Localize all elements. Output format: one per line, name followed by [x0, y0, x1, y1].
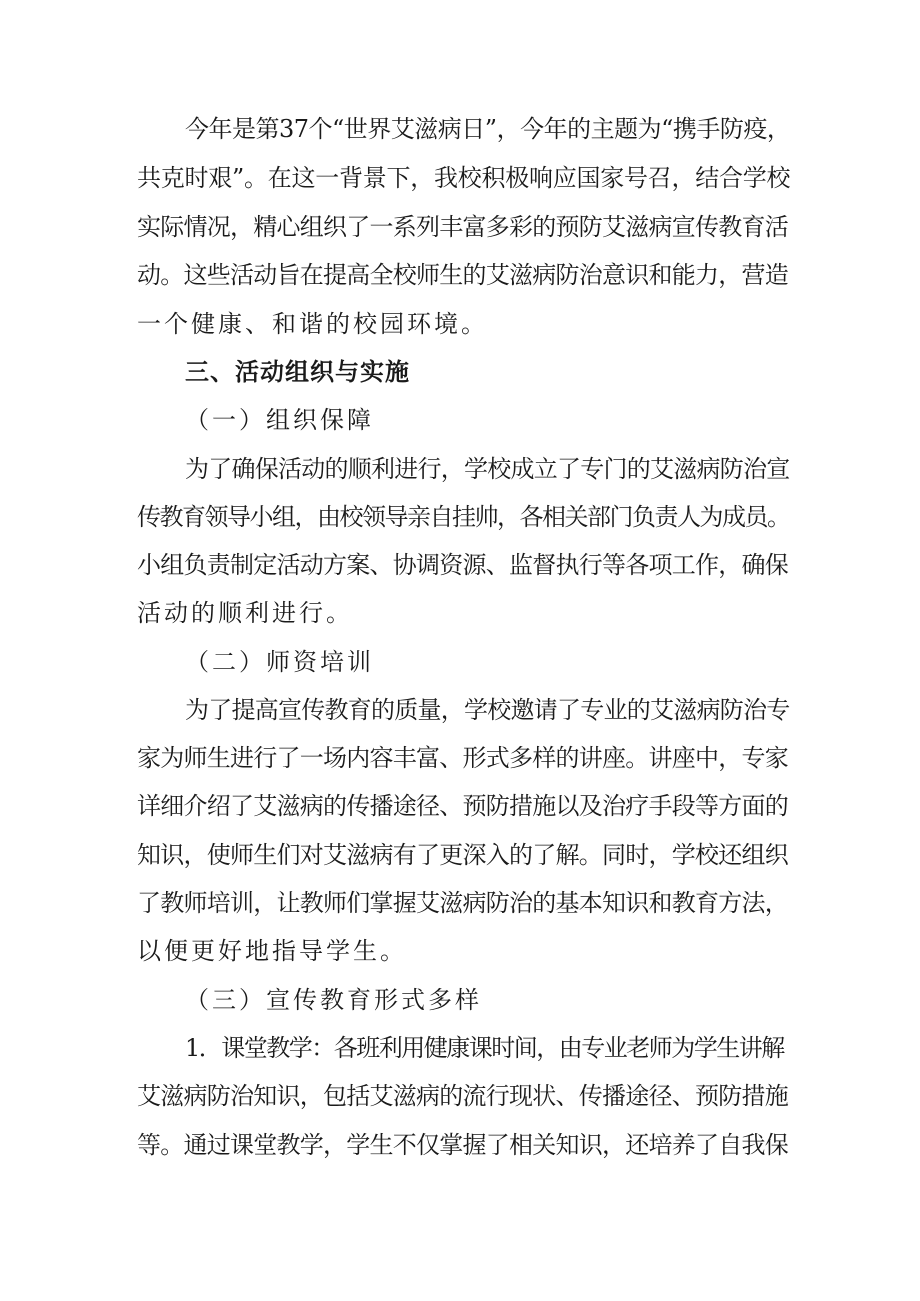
- sub3-item1-line1: 1．课堂教学：各班利用健康课时间，由专业老师为学生讲解: [185, 1034, 784, 1062]
- sub2-line2: 家为师生进行了一场内容丰富、形式多样的讲座。讲座中，专家: [137, 744, 788, 772]
- subsection-heading-1: （一）组织保障: [185, 406, 374, 434]
- para1-line1: 今年是第37个“世界艾滋病日”，今年的主题为“携手防疫，: [185, 115, 791, 143]
- sub1-line2: 传教育领导小组，由校领导亲自挂帅，各相关部门负责人为成员。: [137, 503, 790, 531]
- sub3-item1-line2: 艾滋病防治知识，包括艾滋病的流行现状、传播途径、预防措施: [137, 1082, 788, 1110]
- subsection-heading-3: （三）宣传教育形式多样: [185, 986, 482, 1014]
- sub2-line5: 了教师培训，让教师们掌握艾滋病防治的基本知识和教育方法，: [137, 889, 788, 917]
- sub2-line3: 详细介绍了艾滋病的传播途径、预防措施以及治疗手段等方面的: [137, 792, 788, 820]
- para1-line4: 动。这些活动旨在提高全校师生的艾滋病防治意识和能力，营造: [137, 261, 788, 289]
- sub2-line6: 以便更好地指导学生。: [137, 937, 407, 965]
- sub1-line1: 为了确保活动的顺利进行，学校成立了专门的艾滋病防治宣: [185, 455, 790, 483]
- section-heading: 三、活动组织与实施: [185, 358, 410, 386]
- para1-line3: 实际情况，精心组织了一系列丰富多彩的预防艾滋病宣传教育活: [137, 213, 788, 241]
- sub2-line1: 为了提高宣传教育的质量，学校邀请了专业的艾滋病防治专: [185, 696, 790, 724]
- subsection-heading-2: （二）师资培训: [185, 648, 374, 676]
- sub3-item1-line3: 等。通过课堂教学，学生不仅掌握了相关知识，还培养了自我保: [137, 1131, 788, 1159]
- para1-line5: 一个健康、和谐的校园环境。: [137, 310, 488, 338]
- sub2-line4: 知识，使师生们对艾滋病有了更深入的了解。同时，学校还组织: [137, 841, 788, 869]
- sub1-line3: 小组负责制定活动方案、协调资源、监督执行等各项工作，确保: [137, 551, 788, 579]
- sub1-line4: 活动的顺利进行。: [137, 599, 353, 627]
- para1-line2: 共克时艰”。在这一背景下，我校积极响应国家号召，结合学校: [137, 164, 791, 192]
